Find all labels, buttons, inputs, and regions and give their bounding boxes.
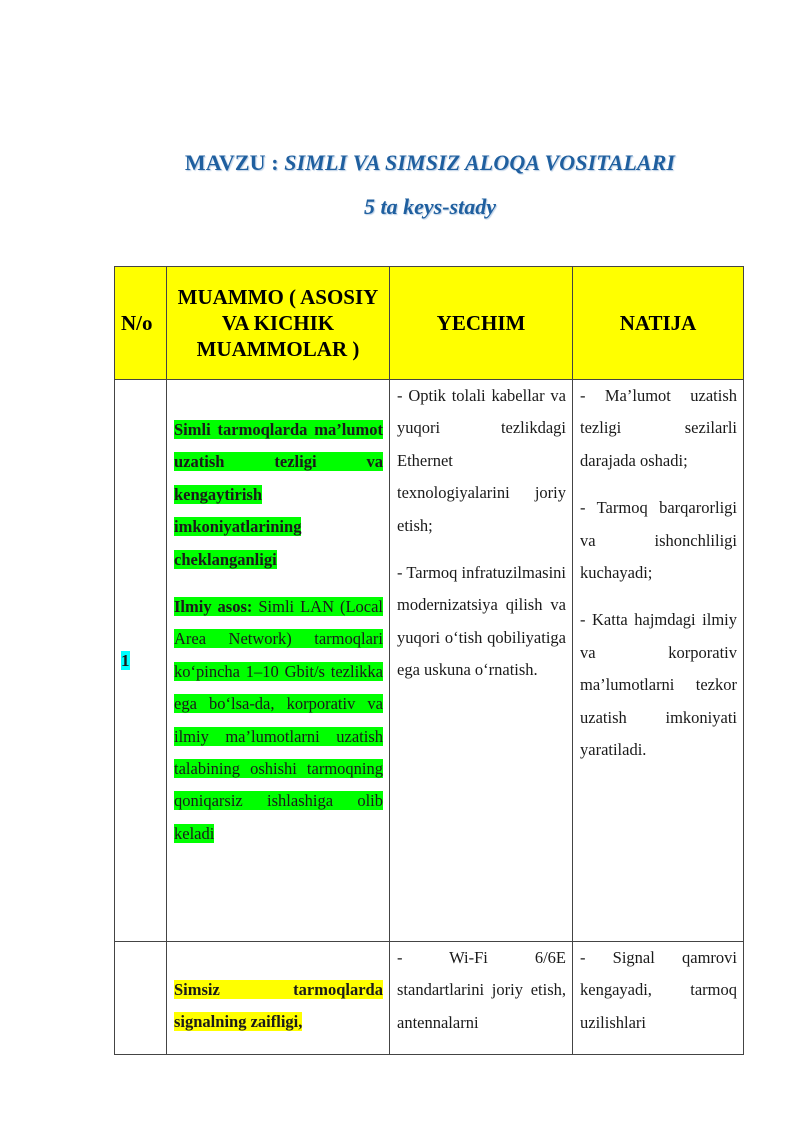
table-row (115, 942, 744, 1055)
result-item: - Katta hajmdagi ilmiy va korporativ ma’lumotlarni tezkor uzatish imkoniyati yaratiladi. (580, 610, 737, 760)
case-study-table (114, 266, 744, 1055)
result-cell (573, 942, 744, 1055)
result-cell (573, 380, 744, 942)
page-title (0, 150, 800, 176)
science-text: Simli LAN (Local Area Network) tarmoqlari ko‘pincha 1–10 Gbit/s tezlikka ega bo‘lsa-da, korporativ va ilmiy ma’lumotlarni uzatish talabining oshishi tarmoqning qoniqarsiz ishlashiga olib keladi (174, 597, 384, 843)
solution-item: - Wi-Fi 6/6E standartlarini joriy etish, antennalarni (397, 948, 566, 1032)
page-subtitle: 5 ta keys-stady (364, 194, 496, 219)
problem-cell (167, 380, 390, 942)
solution-item: - Tarmoq infratuzilmasini modernizatsiya qilish va yuqori o‘tish qobiliyatiga ega uskuna o‘rnatish. (397, 563, 566, 680)
problem-cell (167, 942, 390, 1055)
solution-cell (390, 380, 573, 942)
header-solution: YECHIM (390, 267, 573, 380)
science-label: Ilmiy asos: (174, 597, 253, 617)
table-row (115, 380, 744, 942)
header-result: NATIJA (573, 267, 744, 380)
title-topic: SIMLI VA SIMSIZ ALOQA VOSITALARI (284, 150, 676, 175)
row-index-cell (115, 380, 167, 942)
result-item: - Tarmoq barqarorligi va ishonchliligi kuchayadi; (580, 498, 737, 583)
result-item: - Ma’lumot uzatish tezligi sezilarli darajada oshadi; (580, 386, 737, 470)
solution-cell (390, 942, 573, 1055)
problem-title: Simsiz tarmoqlarda signalning zaifligi, (174, 980, 383, 1032)
table-header-row (115, 267, 744, 380)
result-item: - Signal qamrovi kengayadi, tarmoq uzilishlari (580, 948, 737, 1032)
title-prefix: MAVZU : (184, 150, 285, 175)
header-number: N/o (115, 267, 167, 380)
row-index-cell (115, 942, 167, 1055)
problem-title: Simli tarmoqlarda ma’lumot uzatish tezligi va kengaytirish imkoniyatlarining cheklanganligi (174, 420, 383, 569)
row-index: 1 (121, 650, 130, 670)
solution-item: - Optik tolali kabellar va yuqori tezlikdagi Ethernet texnologiyalarini joriy etish; (397, 386, 566, 535)
header-problem: MUAMMO ( ASOSIY VA KICHIK MUAMMOLAR ) (167, 267, 390, 380)
